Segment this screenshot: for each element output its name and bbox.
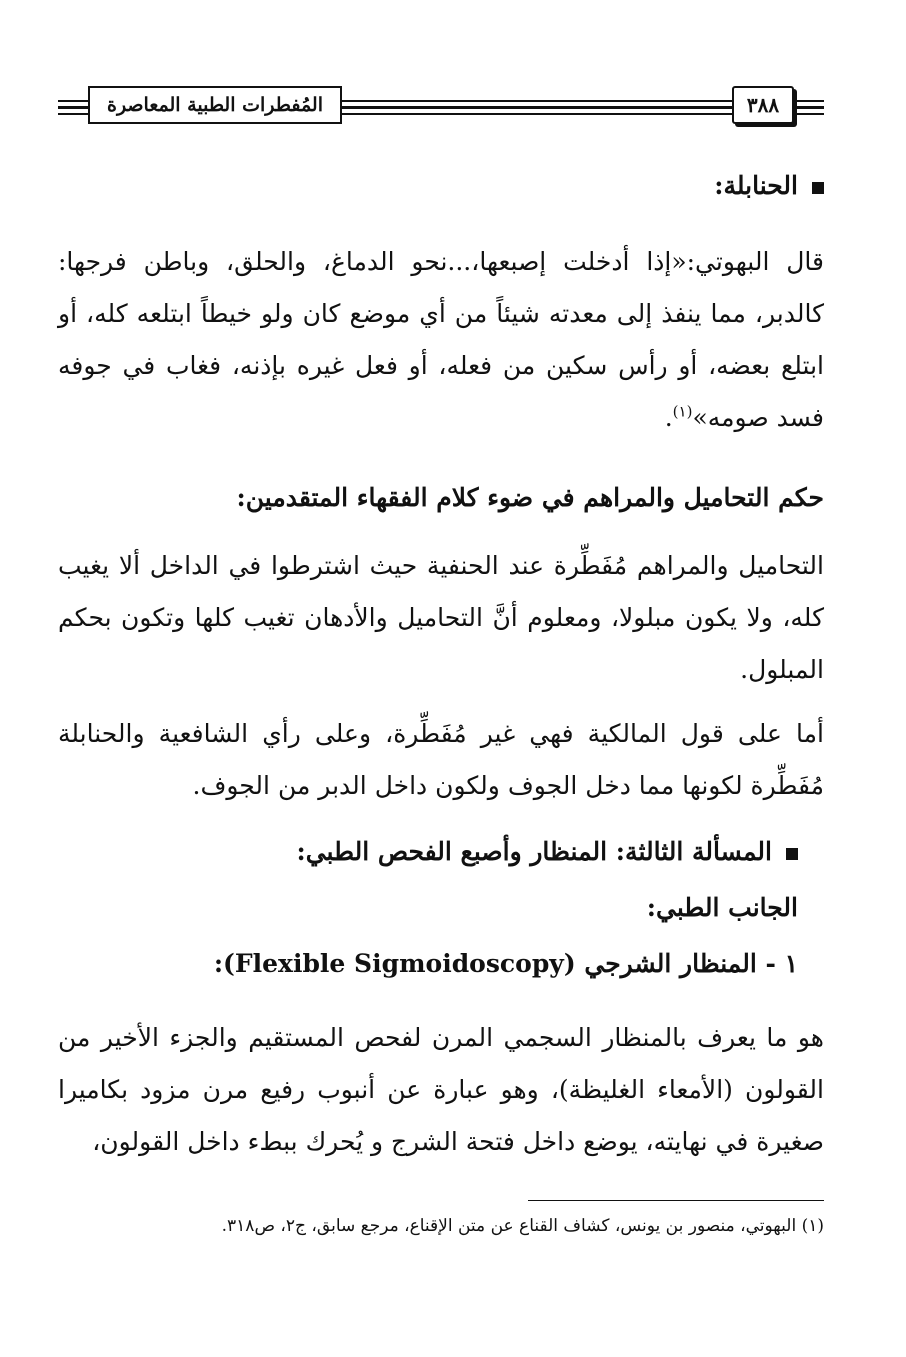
heading-text: الحنابلة: [714, 171, 798, 200]
footnote-separator [528, 1200, 824, 1201]
page-number: ٣٨٨ [732, 86, 794, 124]
footnote-reference: (١) [672, 402, 693, 421]
footnote: (١) البهوتي، منصور بن يونس، كشاف القناع عن متن الإقناع، مرجع سابق، ج٢، ص٣١٨. [221, 1216, 824, 1236]
heading-text-end: ): [213, 949, 235, 978]
heading-text: حكم التحاميل والمراهم في ضوء كلام الفقهاء المتقدمين: [236, 483, 824, 512]
section-heading-medical-side [58, 882, 824, 934]
paragraph-text: التحاميل والمراهم مُفَطِّرة عند الحنفية حيث اشترطوا في الداخل ألا يغيب كله، ولا يكون مبلولا، ومعلوم أنَّ التحاميل والأدهان تغيب كلها وتكون بحكم المبلول. [58, 551, 824, 684]
sigmoidoscopy-paragraph [58, 1012, 824, 1168]
square-bullet-icon [812, 182, 824, 194]
section-heading-sigmoidoscopy [58, 938, 824, 990]
heading-text: المسألة الثالثة: المنظار وأصبع الفحص الطبي: [296, 837, 772, 866]
section-heading-third-issue [58, 826, 824, 878]
running-header [58, 82, 824, 128]
square-bullet-icon [786, 848, 798, 860]
paragraph-end: . [664, 403, 673, 432]
section-heading-ruling [58, 472, 824, 524]
section-heading-hanabila [58, 160, 824, 212]
quote-paragraph [58, 236, 824, 444]
ruling-paragraph-2 [58, 708, 824, 812]
paragraph-text: هو ما يعرف بالمنظار السجمي المرن لفحص المستقيم والجزء الأخير من القولون (الأمعاء الغليظة)، وهو عبارة عن أنبوب رفيع مرن مزود بكاميرا صغيرة في نهايته، يوضع داخل فتحة الشرج و يُحرك ببطء داخل القولون، [58, 1023, 824, 1156]
heading-text-en: Flexible Sigmoidoscopy [234, 949, 564, 978]
heading-text: الجانب الطبي: [646, 893, 798, 922]
book-title: المُفطرات الطبية المعاصرة [88, 86, 342, 124]
paragraph-text: أما على قول المالكية فهي غير مُفَطِّرة، وعلى رأي الشافعية والحنابلة مُفَطِّرة لكونها مما دخل الجوف ولكون داخل الدبر من الجوف. [58, 719, 824, 800]
heading-text-ar: ١ - المنظار الشرجي ( [563, 949, 798, 978]
ruling-paragraph-1 [58, 540, 824, 696]
paragraph-text: قال البهوتي:«إذا أدخلت إصبعها،...نحو الدماغ، والحلق، وباطن فرجها: كالدبر، مما ينفذ إلى معدته شيئاً من أي موضع كان ولو خيطاً ابتلعه كله، أو ابتلع بعضه، أو رأس سكين من فعله، أو فعل غيره بإذنه، فغاب في جوفه فسد صومه» [58, 247, 824, 432]
